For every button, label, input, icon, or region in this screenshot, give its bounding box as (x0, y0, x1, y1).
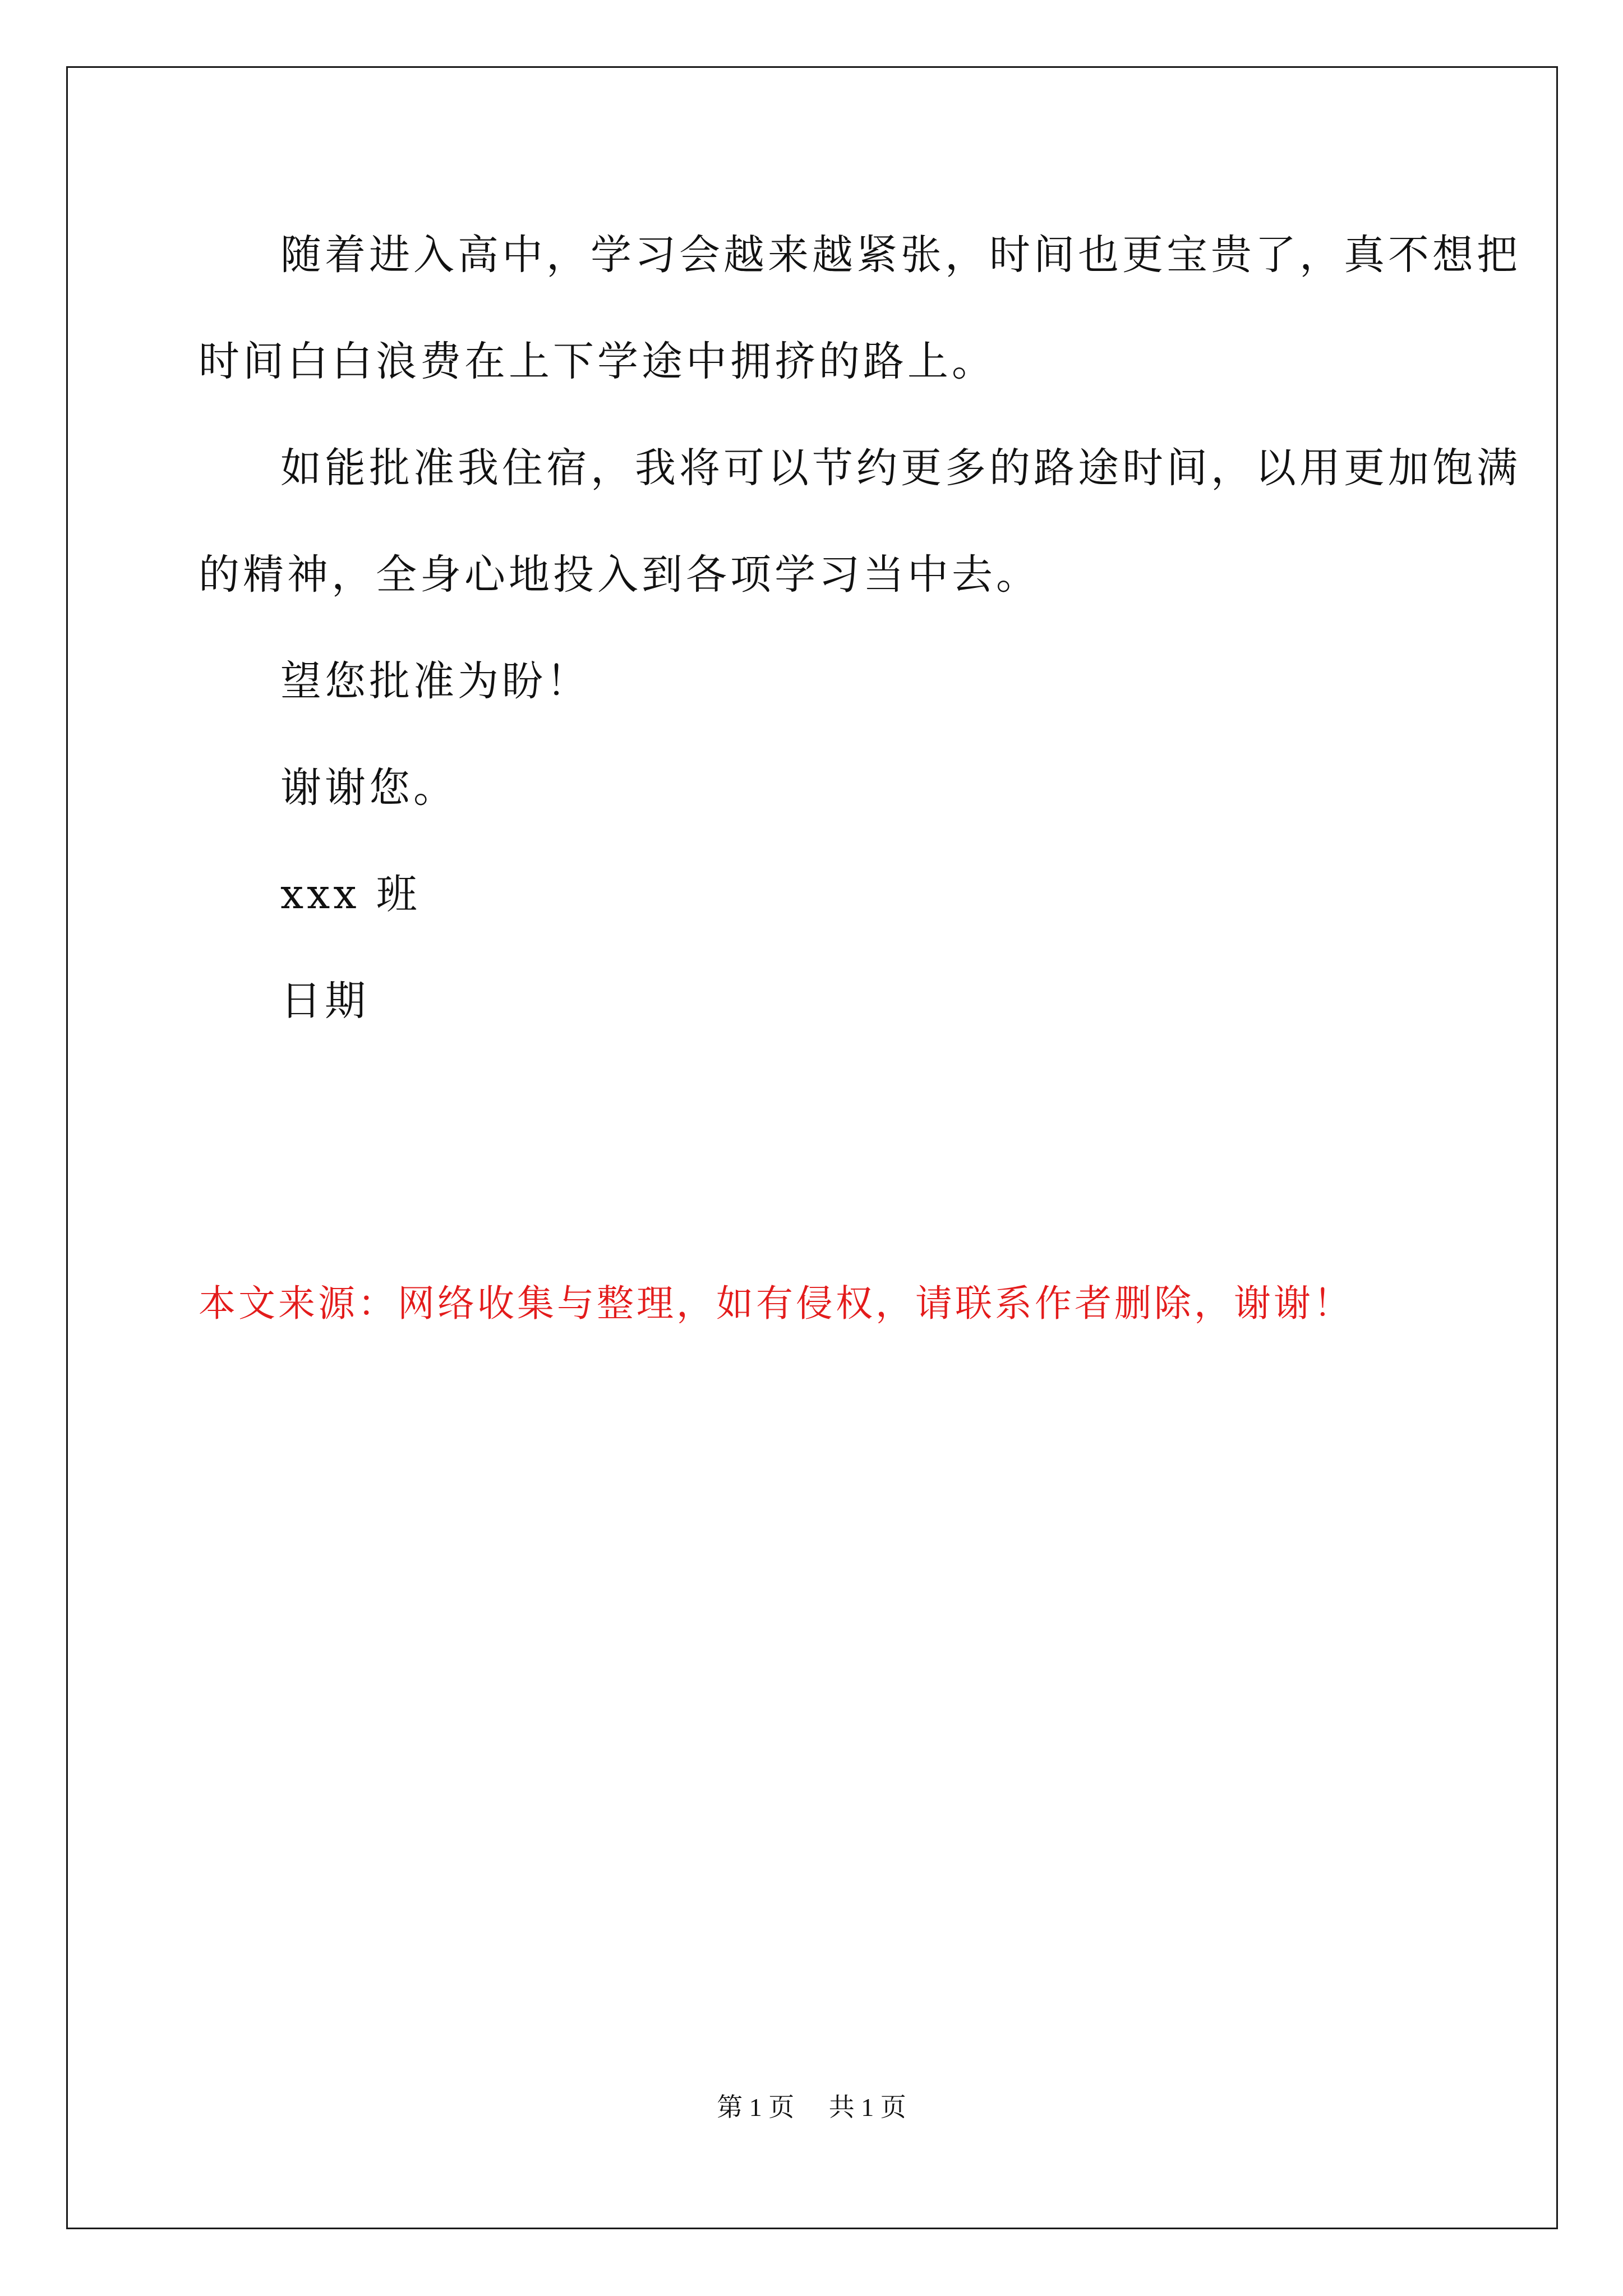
paragraph-1-line-2: 时间白白浪费在上下学途中拥挤的路上。 (199, 338, 996, 385)
closing-thanks: 谢谢您。 (280, 764, 458, 812)
source-note: 本文来源：网络收集与整理，如有侵权，请联系作者删除，谢谢！ (199, 1282, 1353, 1325)
signature-date: 日期 (280, 977, 369, 1025)
paragraph-2-line-1: 如能批准我住宿，我将可以节约更多的路途时间，以用更加饱满 (280, 444, 1521, 492)
page-number-current: 第 1 页 (717, 2093, 795, 2122)
page-footer (0, 2087, 1623, 2124)
paragraph-1 (199, 202, 1521, 415)
paragraph-2 (199, 415, 1521, 628)
signature-class: xxx 班 (280, 871, 421, 918)
document-body (199, 202, 1521, 1055)
paragraph-2-line-2: 的精神，全身心地投入到各项学习当中去。 (199, 551, 1040, 599)
page-number-total: 共 1 页 (828, 2093, 906, 2122)
closing-request: 望您批准为盼！ (280, 657, 591, 705)
paragraph-1-line-1: 随着进入高中，学习会越来越紧张，时间也更宝贵了，真不想把 (280, 231, 1521, 279)
